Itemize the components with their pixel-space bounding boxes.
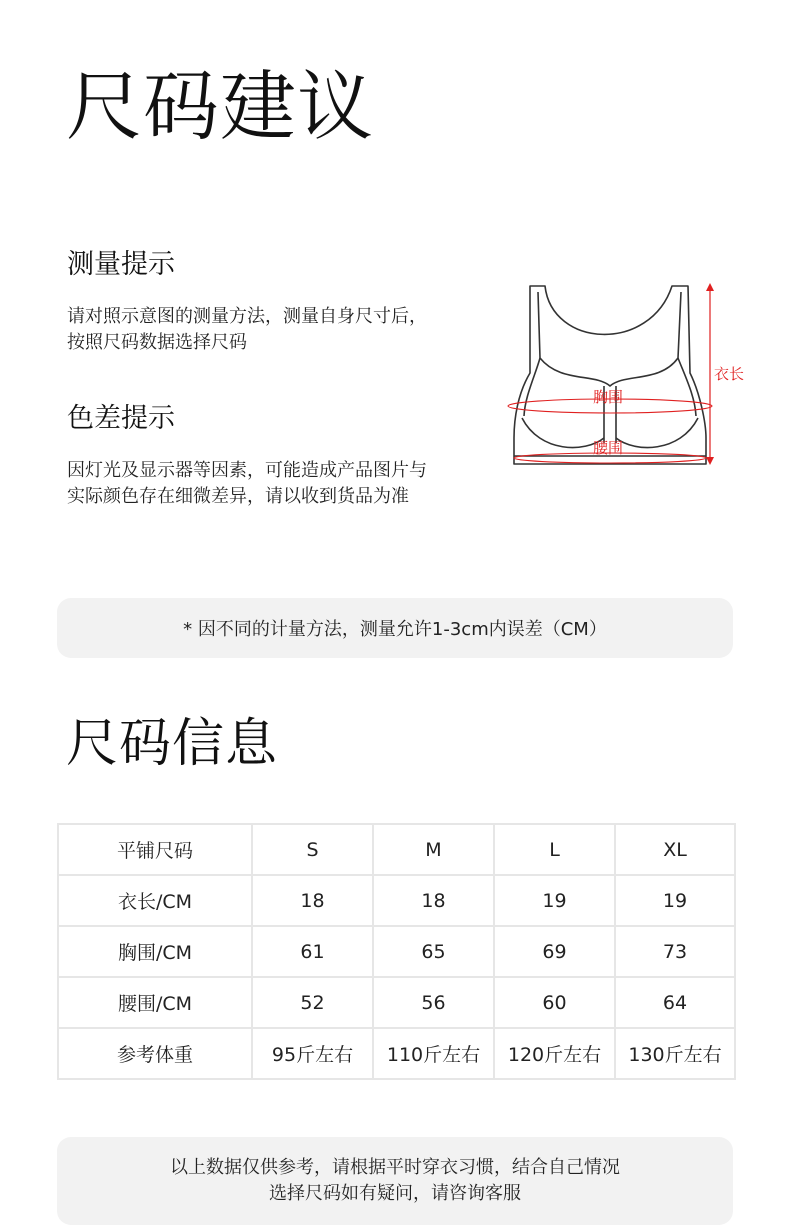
color-tips-text [67,458,427,510]
color-tips-line: 因灯光及显示器等因素，可能造成产品图片与 [67,460,427,481]
table-cell: 腰围/CM [58,977,252,1028]
table-cell: 73 [615,926,735,977]
bottom-note-line: 选择尺码如有疑问，请咨询客服 [269,1183,521,1204]
table-cell: 130斤左右 [615,1028,735,1079]
color-tips-heading: 色差提示 [67,403,175,434]
tolerance-note-text: * 因不同的计量方法，测量允许1-3cm内误差（CM） [183,619,607,640]
length-label: 衣长 [714,366,745,383]
table-header-cell: XL [615,824,735,875]
table-cell: 65 [373,926,494,977]
bra-outline-icon [514,286,706,464]
table-header-cell: S [252,824,373,875]
length-arrow-icon [706,283,714,465]
table-cell: 衣长/CM [58,875,252,926]
waist-label: 腰围 [592,440,624,457]
bottom-note-line: 以上数据仅供参考，请根据平时穿衣习惯，结合自己情况 [170,1157,620,1178]
bottom-note [57,1137,733,1225]
chest-label: 胸围 [592,389,624,406]
table-row [58,977,735,1028]
table-cell: 64 [615,977,735,1028]
table-header-cell: L [494,824,615,875]
table-cell: 95斤左右 [252,1028,373,1079]
measure-tips-line: 按照尺码数据选择尺码 [67,332,247,353]
size-info-title: 尺码信息 [66,714,279,774]
measure-tips-heading: 测量提示 [67,249,175,280]
table-cell: 19 [494,875,615,926]
table-header-cell: M [373,824,494,875]
size-table [57,823,736,1080]
size-advice-title: 尺码建议 [66,62,374,151]
table-cell: 110斤左右 [373,1028,494,1079]
table-cell: 69 [494,926,615,977]
table-cell: 120斤左右 [494,1028,615,1079]
measure-tips-text [67,304,427,356]
bra-measurement-diagram [500,278,760,473]
table-cell: 19 [615,875,735,926]
tolerance-note [57,598,733,658]
table-cell: 61 [252,926,373,977]
table-cell: 18 [252,875,373,926]
table-cell: 参考体重 [58,1028,252,1079]
table-row [58,1028,735,1079]
table-cell: 52 [252,977,373,1028]
color-tips-line: 实际颜色存在细微差异，请以收到货品为准 [67,486,409,507]
table-row [58,926,735,977]
table-row [58,875,735,926]
table-header-row [58,824,735,875]
table-header-cell: 平铺尺码 [58,824,252,875]
measure-tips-line: 请对照示意图的测量方法，测量自身尺寸后， [67,306,427,327]
table-cell: 胸围/CM [58,926,252,977]
table-cell: 60 [494,977,615,1028]
table-cell: 56 [373,977,494,1028]
table-cell: 18 [373,875,494,926]
